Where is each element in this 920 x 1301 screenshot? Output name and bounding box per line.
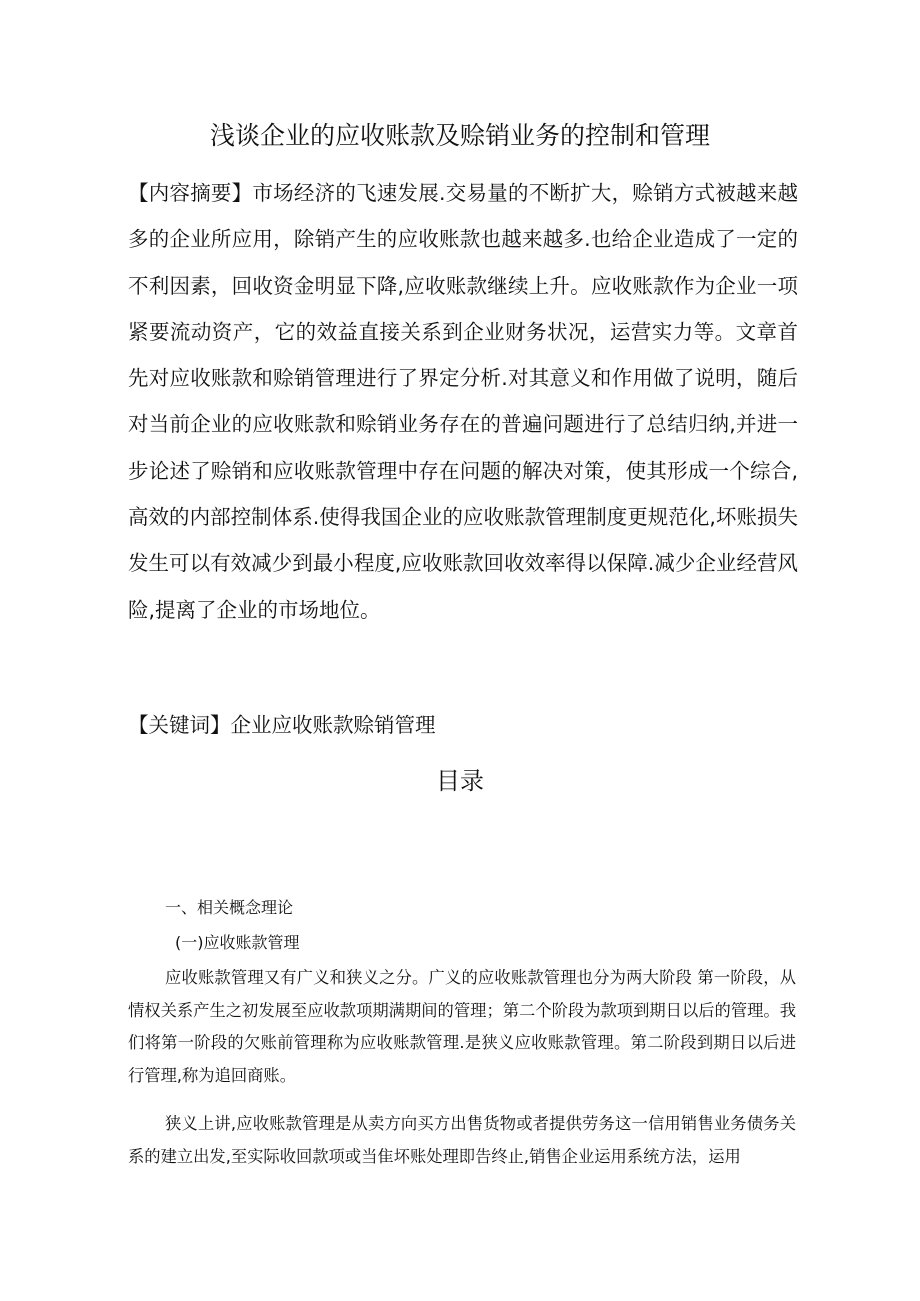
- body-paragraph-2: 狭义上讲,应收账款管理是从卖方向买方出售货物或者提供劳务这一信用销售业务债务关系的建立出发,至实际收回款项或当隹坏账处理即告终止,销售企业运用系统方法，运用: [128, 1114, 796, 1166]
- sub-heading: (一)应收账款管理: [175, 933, 300, 952]
- section-heading: 一、相关概念理论: [165, 898, 294, 917]
- toc-title: 目录: [436, 767, 484, 795]
- document-title: 浅谈企业的应收账款及赊销业务的控制和管理: [209, 121, 710, 150]
- abstract-paragraph: 【内容摘要】市场经济的飞速发展.交易量的不断扩大，赊销方式被越来越多的企业所应用，除销产生的应收账款也越来越多.也给企业造成了一定的不利因素，回收资金明显下降,应收账款继续上升。应收账款作为企业一项紧要流动资产，它的效益直接关系到企业财务状况，运营实力等。文章首先对应收账款和赊销管理进行了界定分析.对其意义和作用做了说明，随后对当前企业的应收账款和赊销业务存在的普遍问题进行了总结归纳,并进一步论述了赊销和应收账款管理中存在问题的解决对策，使其形成一个综合,高效的内部控制体系.使得我国企业的应收账款管理制度更规范化,坏账损失发生可以有效减少到最小程度,应收账款回收效率得以保障.减少企业经营风险,提离了企业的市场地位。: [128, 181, 798, 622]
- keywords-line: 【关键词】企业应收账款赊销管理: [128, 713, 436, 737]
- body-paragraph-1: 应收账款管理又有广义和狭义之分。广义的应收账款管理也分为两大阶段 第一阶段，从情权关系产生之初发展至应收款项期满期间的管理；第二个阶段为款项到期日以后的管理。我们将第一阶段的欠账前管理称为应收账款管理.是狭义应收账款管理。第二阶段到期日以后进行管理,称为追回商账。: [128, 968, 796, 1085]
